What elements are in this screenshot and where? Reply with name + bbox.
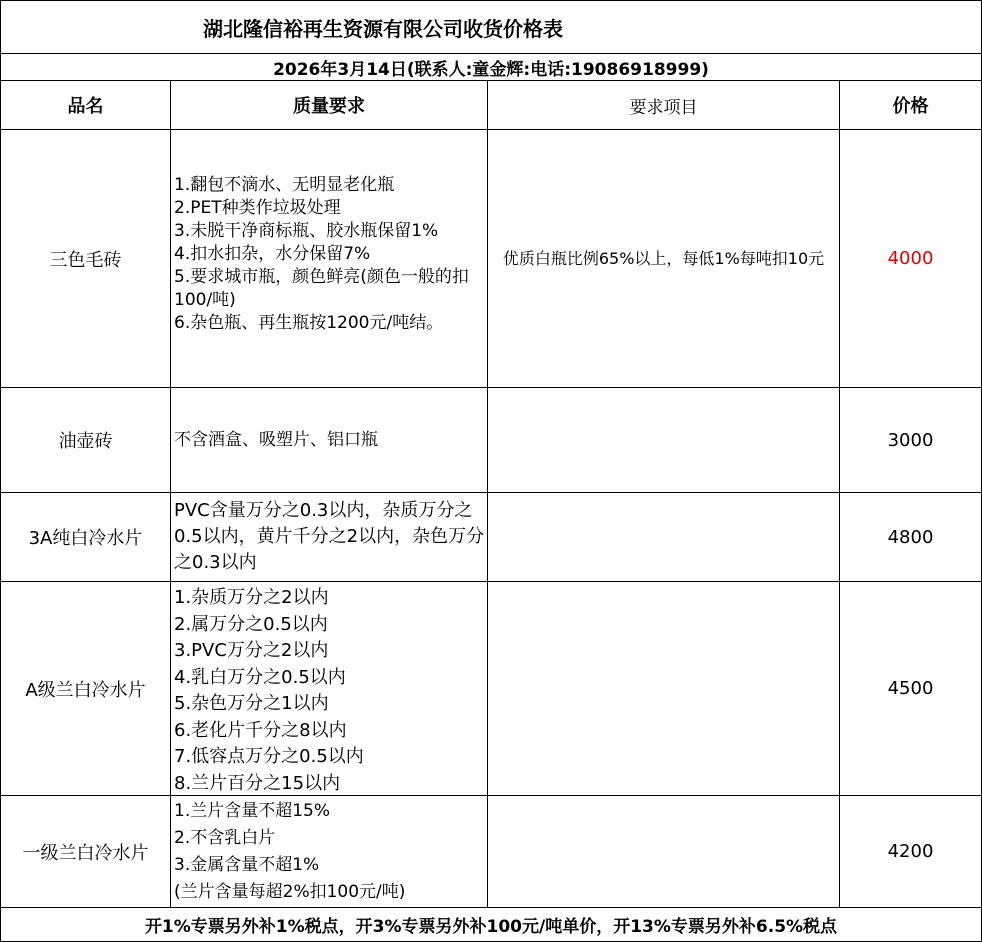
quality-line: 1.杂质万分之2以内 xyxy=(174,587,329,608)
product-name: A级兰白冷水片 xyxy=(1,582,171,796)
price-value: 4800 xyxy=(840,493,982,582)
quality-requirements xyxy=(171,130,488,388)
quality-requirements xyxy=(171,493,488,582)
requirement-item xyxy=(488,493,840,582)
product-name: 油壶砖 xyxy=(1,388,171,493)
quality-line: (兰片含量每超2%扣100元/吨) xyxy=(174,881,406,902)
requirement-item xyxy=(488,388,840,493)
header-price: 价格 xyxy=(840,81,982,130)
quality-requirements xyxy=(171,388,488,493)
price-value: 4200 xyxy=(840,796,982,908)
table-row xyxy=(1,130,982,388)
quality-line: 3.PVC万分之2以内 xyxy=(174,640,329,661)
quality-line: 2.不含乳白片 xyxy=(174,827,276,848)
quality-line: 3.金属含量不超1% xyxy=(174,854,320,875)
quality-line: 4.乳白万分之0.5以内 xyxy=(174,666,346,688)
quality-line: 1.翻包不滴水、无明显老化瓶 xyxy=(174,175,395,195)
quality-line: 1.兰片含量不超15% xyxy=(174,800,331,821)
price-value: 3000 xyxy=(840,388,982,493)
quality-line: 5.要求城市瓶，颜色鲜亮(颜色一般的扣100/吨) xyxy=(174,267,469,310)
product-name: 一级兰白冷水片 xyxy=(1,796,171,908)
quality-line: 不含酒盒、吸塑片、铝口瓶 xyxy=(174,429,378,450)
table-row xyxy=(1,493,982,582)
quality-line: 2.属万分之0.5以内 xyxy=(174,613,328,635)
quality-line: 4.扣水扣杂，水分保留7% xyxy=(174,244,371,264)
quality-line: 7.低容点万分之0.5以内 xyxy=(174,746,364,767)
header-row xyxy=(1,81,982,130)
quality-line: 8.兰片百分之15以内 xyxy=(174,772,341,794)
date-contact-line: 2026年3月14日(联系人:童金辉:电话:19086918999) xyxy=(1,54,982,81)
page-title: 湖北隆信裕再生资源有限公司收货价格表 xyxy=(1,1,982,54)
quality-line: 3.未脱干净商标瓶、胶水瓶保留1% xyxy=(174,221,439,241)
product-name: 三色毛砖 xyxy=(1,130,171,388)
quality-requirements xyxy=(171,796,488,908)
product-name: 3A纯白冷水片 xyxy=(1,493,171,582)
quality-line: 6.老化片千分之8以内 xyxy=(174,719,347,741)
quality-line: 6.杂色瓶、再生瓶按1200元/吨结。 xyxy=(174,313,444,333)
header-name: 品名 xyxy=(1,81,171,130)
table-row xyxy=(1,388,982,493)
table-row xyxy=(1,582,982,796)
requirement-item xyxy=(488,796,840,908)
quality-line: 2.PET种类作垃圾处理 xyxy=(174,198,341,218)
header-requirement: 要求项目 xyxy=(488,81,840,130)
table-row xyxy=(1,796,982,908)
quality-line: 5.杂色万分之1以内 xyxy=(174,693,329,714)
quality-line: PVC含量万分之0.3以内，杂质万分之0.5以内，黄片千分之2以内，杂色万分之0.3以内 xyxy=(174,500,485,573)
header-quality: 质量要求 xyxy=(171,81,488,130)
tax-note-footer: 开1%专票另外补1%税点，开3%专票另外补100元/吨单价，开13%专票另外补6.5%税点 xyxy=(1,908,982,942)
requirement-item: 优质白瓶比例65%以上，每低1%每吨扣10元 xyxy=(488,130,840,388)
price-value: 4500 xyxy=(840,582,982,796)
price-value: 4000 xyxy=(840,130,982,388)
requirement-item xyxy=(488,582,840,796)
quality-requirements xyxy=(171,582,488,796)
